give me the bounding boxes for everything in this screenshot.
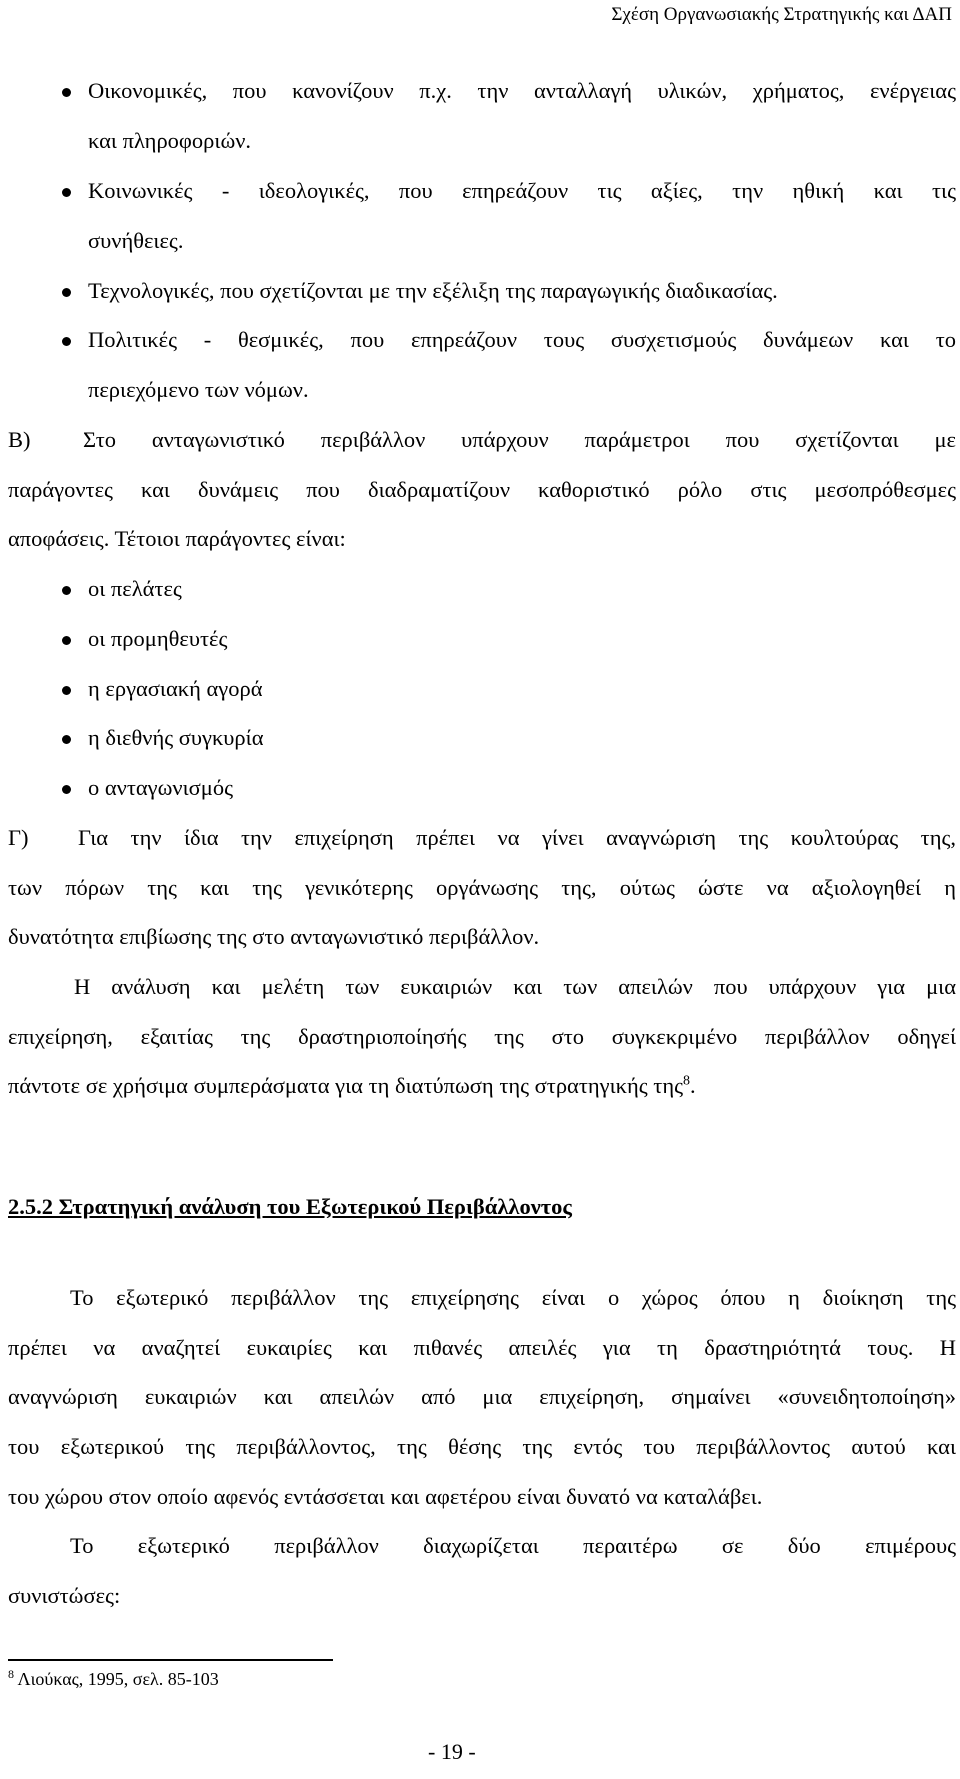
bullet-icon [62,337,71,346]
bullet-item: οι προμηθευτές [88,626,228,651]
paragraph-line: Το εξωτερικό περιβάλλον διαχωρίζεται περαιτέρω σε δύο επιμέρους [70,1533,956,1558]
bullet-icon [62,686,71,695]
footnote-number: 8 [8,1667,14,1681]
footnote-separator [8,1659,333,1661]
page-number: - 19 - [428,1739,476,1764]
bullet-icon [62,636,71,645]
bullet-item-line: Κοινωνικές - ιδεολογικές, που επηρεάζουν τις αξίες, την ηθική και τις [88,178,956,203]
paragraph-line [8,1073,696,1099]
section-heading [8,1194,572,1220]
bullet-item-line: περιεχόμενο των νόμων. [88,377,309,402]
bullet-item-line: Τεχνολογικές, που σχετίζονται με την εξέλιξη της παραγωγικής διαδικασίας. [88,278,778,303]
running-header: Σχέση Οργανωσιακής Στρατηγικής και ΔΑΠ [611,4,952,25]
paragraph-line: συνιστώσες: [8,1583,121,1608]
paragraph-line: Στο ανταγωνιστικό περιβάλλον υπάρχουν παράμετροι που σχετίζονται με [83,427,956,452]
paragraph-line: του εξωτερικού της περιβάλλοντος, της θέσης της εντός του περιβάλλοντος αυτού και [8,1434,956,1459]
bullet-item: οι πελάτες [88,576,182,601]
section-label: Γ) [8,825,29,850]
paragraph-line: επιχείρηση, εξαιτίας της δραστηριοποίησής της στο συγκεκριμένο περιβάλλον οδηγεί [8,1024,956,1049]
bullet-item-line: Πολιτικές - θεσμικές, που επηρεάζουν τους συσχετισμούς δυνάμεων και το [88,327,956,352]
bullet-item-line: συνήθειες. [88,228,184,253]
footnote-reference[interactable]: 8 [683,1073,691,1089]
paragraph-text: πάντοτε σε χρήσιμα συμπεράσματα για τη διατύπωση της στρατηγικής της [8,1073,684,1098]
paragraph-line: αποφάσεις. Τέτοιοι παράγοντες είναι: [8,526,346,551]
section-heading-text: 2.5.2 Στρατηγική ανάλυση του Εξωτερικού Περιβάλλοντος [8,1194,572,1219]
paragraph-text: . [690,1073,696,1098]
bullet-item-line: και πληροφοριών. [88,128,252,153]
bullet-icon [62,785,71,794]
footnote-text: Λιούκας, 1995, σελ. 85-103 [17,1669,219,1689]
bullet-icon [62,88,71,97]
paragraph-line: Το εξωτερικό περιβάλλον της επιχείρησης είναι ο χώρος όπου η διοίκηση της [70,1285,956,1310]
footnote [8,1669,219,1690]
bullet-icon [62,188,71,197]
paragraph-line: αναγνώριση ευκαιριών και απειλών από μια επιχείρηση, σημαίνει «συνειδητοποίηση» [8,1384,956,1409]
bullet-item: η εργασιακή αγορά [88,676,263,701]
section-label: Β) [8,427,31,452]
bullet-item: η διεθνής συγκυρία [88,725,264,750]
bullet-icon [62,288,71,297]
paragraph-line: των πόρων της και της γενικότερης οργάνωσης της, ούτως ώστε να αξιολογηθεί η [8,875,956,900]
bullet-item: ο ανταγωνισμός [88,775,233,800]
paragraph-line: παράγοντες και δυνάμεις που διαδραματίζουν καθοριστικό ρόλο στις μεσοπρόθεσμες [8,477,956,502]
paragraph-line: πρέπει να αναζητεί ευκαιρίες και πιθανές απειλές για τη δραστηριότητά τους. Η [8,1335,956,1360]
paragraph-line: του χώρου στον οποίο αφενός εντάσσεται και αφετέρου είναι δυνατό να καταλάβει. [8,1484,763,1509]
paragraph-line: δυνατότητα επιβίωσης της στο ανταγωνιστικό περιβάλλον. [8,924,540,949]
bullet-icon [62,735,71,744]
bullet-icon [62,586,71,595]
paragraph-line: Η ανάλυση και μελέτη των ευκαιριών και των απειλών που υπάρχουν για μια [74,974,956,999]
bullet-item-line: Οικονομικές, που κανονίζουν π.χ. την ανταλλαγή υλικών, χρήματος, ενέργειας [88,78,956,103]
paragraph-line: Για την ίδια την επιχείρηση πρέπει να γίνει αναγνώριση της κουλτούρας της, [78,825,956,850]
